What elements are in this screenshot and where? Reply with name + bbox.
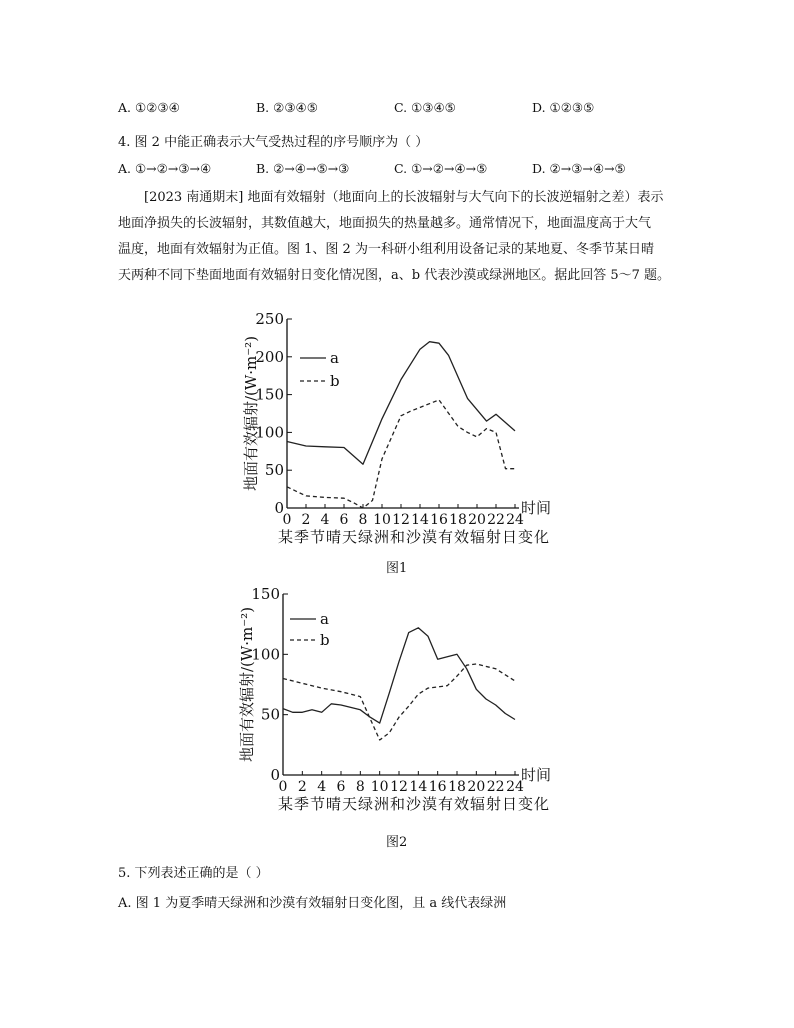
y-axis-label: 地面有效辐射/(W·m⁻²) (242, 335, 260, 492)
x-tick-label: 4 (317, 779, 327, 795)
q3-option-b: B. ②③④⑤ (256, 100, 318, 115)
q4-option-c: C. ①→②→④→⑤ (394, 161, 488, 176)
x-tick-label: 16 (430, 512, 448, 528)
y-tick-label: 0 (270, 766, 280, 784)
x-axis-label: 时间 (521, 499, 552, 517)
x-tick-label: 0 (282, 512, 292, 528)
x-tick-label: 2 (297, 779, 307, 795)
q4-option-b: B. ②→④→⑤→③ (256, 161, 350, 176)
passage-line: 天两种不同下垫面地面有效辐射日变化情况图，a、b 代表沙漠或绿洲地区。据此回答 5～7 题。 (118, 268, 671, 283)
y-tick-label: 250 (255, 310, 284, 328)
figure-2-caption: 图2 (386, 835, 408, 850)
y-tick-label: 0 (274, 499, 284, 517)
q4-option-a: A. ①→②→③→④ (118, 161, 212, 176)
x-tick-label: 14 (409, 779, 428, 795)
x-tick-label: 4 (320, 512, 330, 528)
y-tick-label: 150 (251, 585, 280, 603)
x-tick-label: 22 (486, 779, 505, 795)
legend-label-a: a (330, 349, 339, 367)
x-tick-label: 2 (301, 512, 311, 528)
x-tick-label: 18 (449, 512, 467, 528)
q4-stem: 4. 图 2 中能正确表示大气受热过程的序号顺序为（ ） (118, 135, 429, 150)
q5-option-a: A. 图 1 为夏季晴天绿洲和沙漠有效辐射日变化图，且 a 线代表绿洲 (118, 896, 507, 911)
x-tick-label: 10 (370, 779, 389, 795)
y-tick-label: 100 (255, 423, 284, 442)
y-tick-label: 50 (264, 461, 284, 480)
series-line-b (283, 664, 515, 740)
x-tick-label: 6 (336, 779, 346, 795)
y-tick-label: 100 (251, 645, 280, 664)
q5-stem: 5. 下列表述正确的是（ ） (118, 866, 269, 881)
chart-title: 某季节晴天绿洲和沙漠有效辐射日变化 (278, 528, 551, 546)
x-tick-label: 12 (390, 779, 408, 795)
y-tick-label: 50 (260, 705, 280, 724)
legend-label-b: b (330, 372, 340, 390)
x-tick-label: 24 (506, 512, 524, 528)
passage-line: [2023 南通期末] 地面有效辐射（地面向上的长波辐射与大气向下的长波逆辐射之差）表示 (144, 190, 664, 205)
x-axis-label: 时间 (521, 766, 552, 784)
x-tick-label: 0 (278, 779, 288, 795)
x-tick-label: 24 (506, 779, 524, 795)
x-tick-label: 14 (411, 512, 429, 528)
q3-option-a: A. ①②③④ (118, 100, 180, 115)
chart-title: 某季节晴天绿洲和沙漠有效辐射日变化 (278, 795, 551, 813)
q3-option-c: C. ①③④⑤ (394, 100, 456, 115)
x-tick-label: 20 (467, 779, 486, 795)
x-tick-label: 8 (358, 512, 368, 528)
y-tick-label: 150 (255, 385, 284, 404)
legend-label-a: a (320, 610, 329, 628)
legend-label-b: b (320, 631, 330, 649)
x-tick-label: 20 (468, 512, 486, 528)
q3-option-d: D. ①②③⑤ (532, 100, 595, 115)
x-tick-label: 22 (487, 512, 505, 528)
x-tick-label: 18 (448, 779, 466, 795)
x-tick-label: 12 (392, 512, 410, 528)
x-tick-label: 8 (355, 779, 365, 795)
y-tick-label: 200 (255, 347, 284, 366)
y-axis-label: 地面有效辐射/(W·m⁻²) (238, 606, 256, 763)
figure-1-caption: 图1 (386, 561, 408, 576)
x-tick-label: 6 (339, 512, 349, 528)
passage-line: 温度，地面有效辐射为正值。图 1、图 2 为一科研小组利用设备记录的某地夏、冬季节某日晴 (118, 242, 654, 257)
passage-line: 地面净损失的长波辐射，其数值越大，地面损失的热量越多。通常情况下，地面温度高于大气 (118, 216, 652, 231)
q4-option-d: D. ②→③→④→⑤ (532, 161, 626, 176)
x-tick-label: 10 (373, 512, 391, 528)
x-tick-label: 16 (428, 779, 447, 795)
series-line-a (283, 628, 515, 723)
